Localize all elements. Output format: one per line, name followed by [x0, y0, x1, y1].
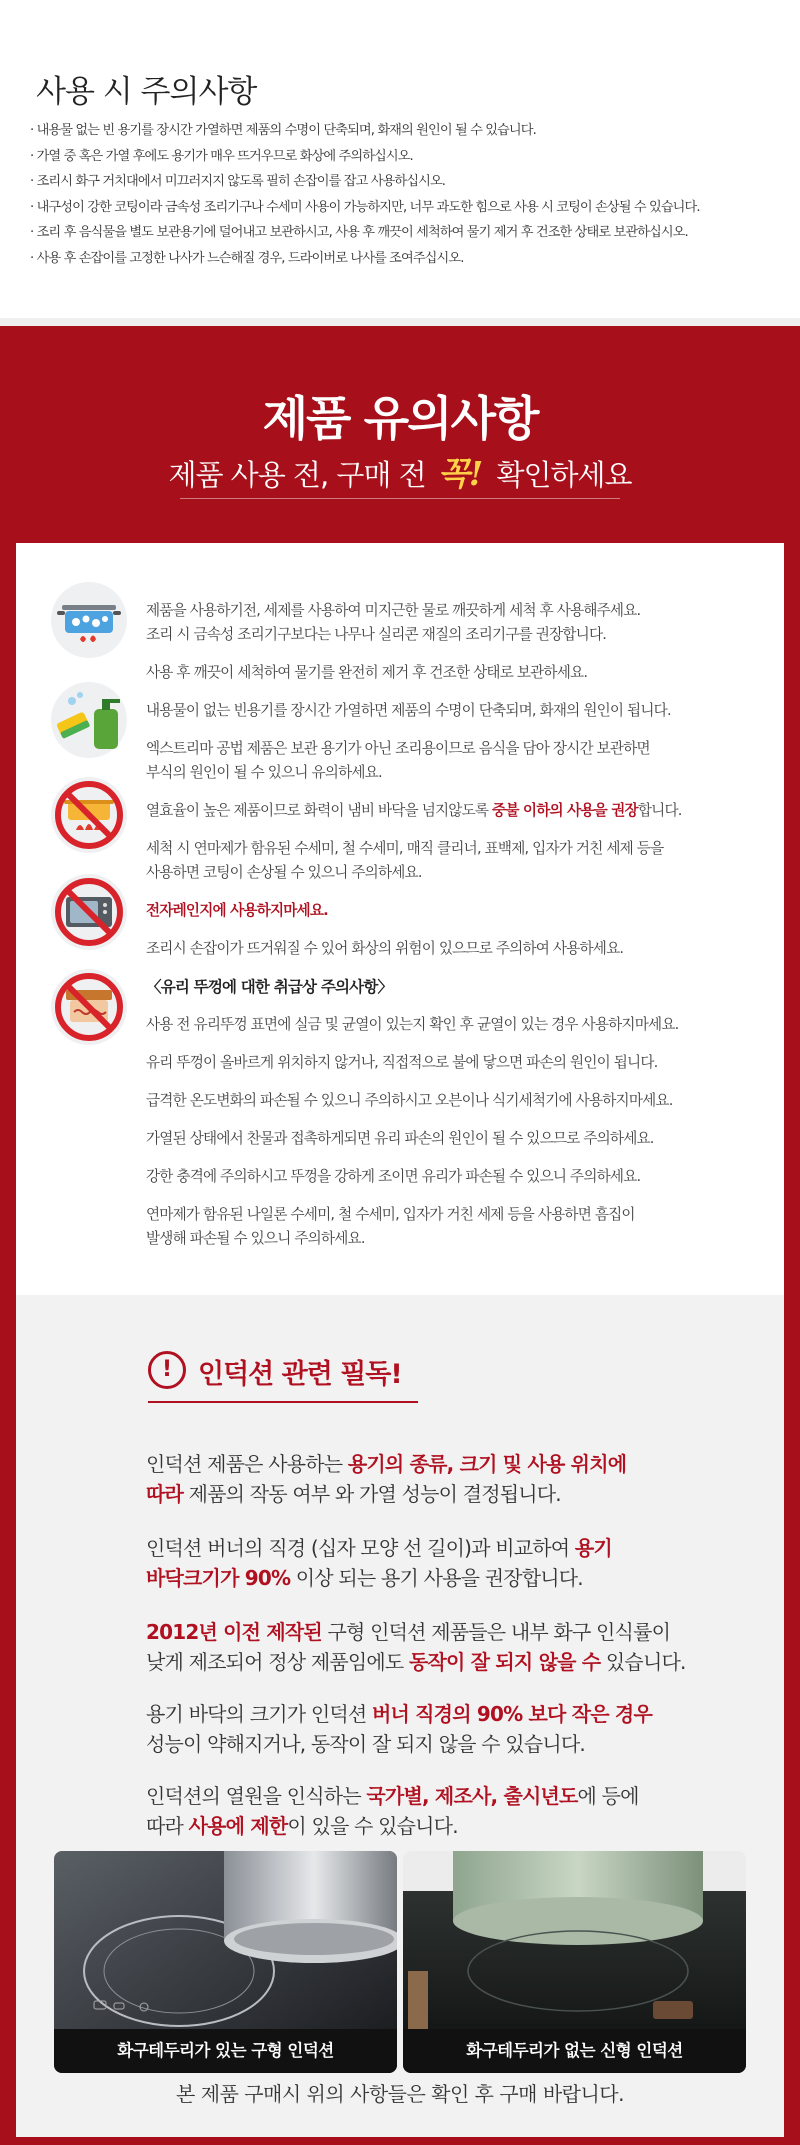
usage-notice-list: [30, 118, 700, 272]
divider: [148, 1401, 418, 1403]
list-item: · 조리 후 음식물을 별도 보관용기에 덜어내고 보관하시고, 사용 후 깨끗이 세척하여 물기 제거 후 건조한 상태로 보관하십시오.: [30, 220, 700, 246]
text-part: 있습니다.: [600, 1650, 686, 1674]
list-item: · 사용 후 손잡이를 고정한 나사가 느슨해질 경우, 드라이버로 나사를 조여주십시오.: [30, 246, 700, 272]
usage-notice-section: [0, 0, 800, 318]
section-title: 제품 유의사항: [262, 392, 538, 447]
caution-text: 사용 후 깨끗이 세척하여 물기를 완전히 제거 후 건조한 상태로 보관하세요.: [146, 664, 588, 681]
induction-title: 인덕션 관련 필독!: [198, 1359, 402, 1390]
glass-lid-heading: 〈유리 뚜껑에 대한 취급상 주의사항〉: [146, 978, 393, 996]
glass-lid-text: 사용 전 유리뚜껑 표면에 실금 및 균열이 있는지 확인 후 균열이 있는 경우 사용하지마세요.: [146, 1016, 679, 1033]
text-highlight: 바닥크기가 90%: [146, 1566, 291, 1590]
section-divider: [0, 318, 800, 326]
caution-text-part: 합니다.: [637, 802, 682, 819]
text-part: 제품의 작동 여부 와 가열 성능이 결정됩니다.: [183, 1482, 561, 1506]
text-part: 따라: [146, 1814, 189, 1838]
footer-note: 본 제품 구매시 위의 사항들은 확인 후 구매 바랍니다.: [176, 2082, 624, 2106]
text-highlight: 따라: [146, 1482, 184, 1506]
text-part: 성능이 약해지거나, 동작이 잘 되지 않을 수 있습니다.: [146, 1732, 585, 1756]
no-high-flame-icon: [50, 776, 128, 854]
list-item: · 조리시 화구 거치대에서 미끄러지지 않도록 필히 손잡이를 잡고 사용하십시오.: [30, 169, 700, 195]
list-item: · 내구성이 강한 코팅이라 금속성 조리기구나 수세미 사용이 가능하지만, 너무 과도한 힘으로 사용 시 코팅이 손상될 수 있습니다.: [30, 195, 700, 221]
text-highlight: 사용에 제한: [188, 1814, 288, 1838]
caution-text: [146, 799, 682, 823]
usage-notice-title: 사용 시 주의사항: [36, 74, 257, 110]
text-part: 낮게 제조되어 정상 제품임에도: [146, 1650, 409, 1674]
induction-paragraph: [146, 1617, 686, 1677]
caution-text: 조리시 손잡이가 뜨거워질 수 있어 화상의 위험이 있으므로 주의하여 사용하세요.: [146, 940, 624, 957]
induction-notice-box: [16, 1295, 784, 2137]
glass-lid-text: 연마제가 함유된 나일론 수세미, 철 수세미, 입자가 거친 세제 등을 사용하면 흠집이: [146, 1206, 635, 1223]
microwave-warning: 전자레인지에 사용하지마세요.: [146, 902, 328, 919]
induction-paragraph: [146, 1781, 639, 1841]
divider: [180, 498, 620, 499]
no-microwave-icon: [50, 873, 128, 951]
exclamation-icon: !: [148, 1351, 186, 1389]
text-highlight: 2012년 이전 제작된: [146, 1620, 322, 1644]
text-part: 구형 인덕션 제품들은 내부 화구 인식률이: [321, 1620, 671, 1644]
text-part: 인덕션 제품은 사용하는: [146, 1452, 348, 1476]
product-caution-section: [0, 326, 800, 2145]
glass-lid-text: 유리 뚜껑이 올바르게 위치하지 않거나, 직접적으로 불에 닿으면 파손의 원인이 됩니다.: [146, 1054, 658, 1071]
glass-lid-text: 급격한 온도변화의 파손될 수 있으니 주의하시고 오븐이나 식기세척기에 사용하지마세요.: [146, 1092, 673, 1109]
subtitle-text: 제품 사용 전, 구매 전: [168, 458, 426, 492]
text-part: 인덕션의 열원을 인식하는: [146, 1784, 367, 1808]
induction-paragraph: [146, 1699, 652, 1759]
glass-lid-text: 발생해 파손될 수 있으니 주의하세요.: [146, 1230, 365, 1247]
text-part: 인덕션 버너의 직경 (십자 모양 선 길이)과 비교하여: [146, 1536, 575, 1560]
subtitle-accent: 꼭!: [437, 454, 483, 493]
washing-pot-icon: [50, 581, 128, 659]
caution-text: 제품을 사용하기전, 세제를 사용하여 미지근한 물로 깨끗하게 세척 후 사용해주세요.: [146, 602, 641, 619]
photo-caption: 화구테두리가 없는 신형 인덕션: [403, 2029, 746, 2073]
list-item: · 내용물 없는 빈 용기를 장시간 가열하면 제품의 수명이 단축되며, 화재의 원인이 될 수 있습니다.: [30, 118, 700, 144]
induction-paragraph: [146, 1533, 612, 1593]
text-highlight: 동작이 잘 되지 않을 수: [409, 1650, 601, 1674]
list-item: · 가열 중 혹은 가열 후에도 용기가 매우 뜨거우므로 화상에 주의하십시오.: [30, 144, 700, 170]
caution-text-part: 열효율이 높은 제품이므로 화력이 냄비 바닥을 넘지않도록: [146, 802, 489, 819]
section-subtitle: [0, 448, 800, 495]
glass-lid-text: 강한 충격에 주의하시고 뚜껑을 강하게 조이면 유리가 파손될 수 있으니 주의하세요.: [146, 1168, 641, 1185]
text-highlight: 버너 직경의 90% 보다 작은 경우: [371, 1702, 652, 1726]
glass-lid-text: 가열된 상태에서 찬물과 접촉하게되면 유리 파손의 원인이 될 수 있으므로 주의하세요.: [146, 1130, 654, 1147]
text-part: 에 등에: [577, 1784, 639, 1808]
detergent-sponge-icon: [50, 681, 128, 759]
caution-text: 사용하면 코팅이 손상될 수 있으니 주의하세요.: [146, 864, 422, 881]
caution-highlight: 중불 이하의 사용을 권장: [492, 802, 638, 819]
caution-text: 엑스트리마 공법 제품은 보관 용기가 아닌 조리용이므로 음식을 담아 장시간 보관하면: [146, 740, 650, 757]
text-part: 이상 되는 용기 사용을 권장합니다.: [290, 1566, 583, 1590]
text-highlight: 국가별, 제조사, 출시년도: [366, 1784, 578, 1808]
caution-text: 내용물이 없는 빈용기를 장시간 가열하면 제품의 수명이 단축되며, 화재의 원인이 됩니다.: [146, 702, 671, 719]
caution-text: 조리 시 금속성 조리기구보다는 나무나 실리콘 재질의 조리기구를 권장합니다.: [146, 626, 607, 643]
caution-text: 부식의 원인이 될 수 있으니 유의하세요.: [146, 764, 382, 781]
text-highlight: 용기: [574, 1536, 612, 1560]
text-part: 용기 바닥의 크기가 인덕션: [146, 1702, 372, 1726]
caution-text: 세척 시 연마제가 함유된 수세미, 철 수세미, 매직 클리너, 표백제, 입자가 거친 세제 등을: [146, 840, 664, 857]
text-part: 이 있을 수 있습니다.: [287, 1814, 458, 1838]
caution-card: [16, 543, 784, 1295]
text-highlight: 용기의 종류, 크기 및 사용 위치에: [347, 1452, 627, 1476]
photo-caption: 화구테두리가 있는 구형 인덕션: [54, 2029, 397, 2073]
hot-handle-icon: [50, 968, 128, 1046]
subtitle-text: 확인하세요: [496, 458, 632, 492]
induction-paragraph: [146, 1449, 626, 1509]
old-induction-photo: [54, 1851, 397, 2073]
new-induction-photo: [403, 1851, 746, 2073]
